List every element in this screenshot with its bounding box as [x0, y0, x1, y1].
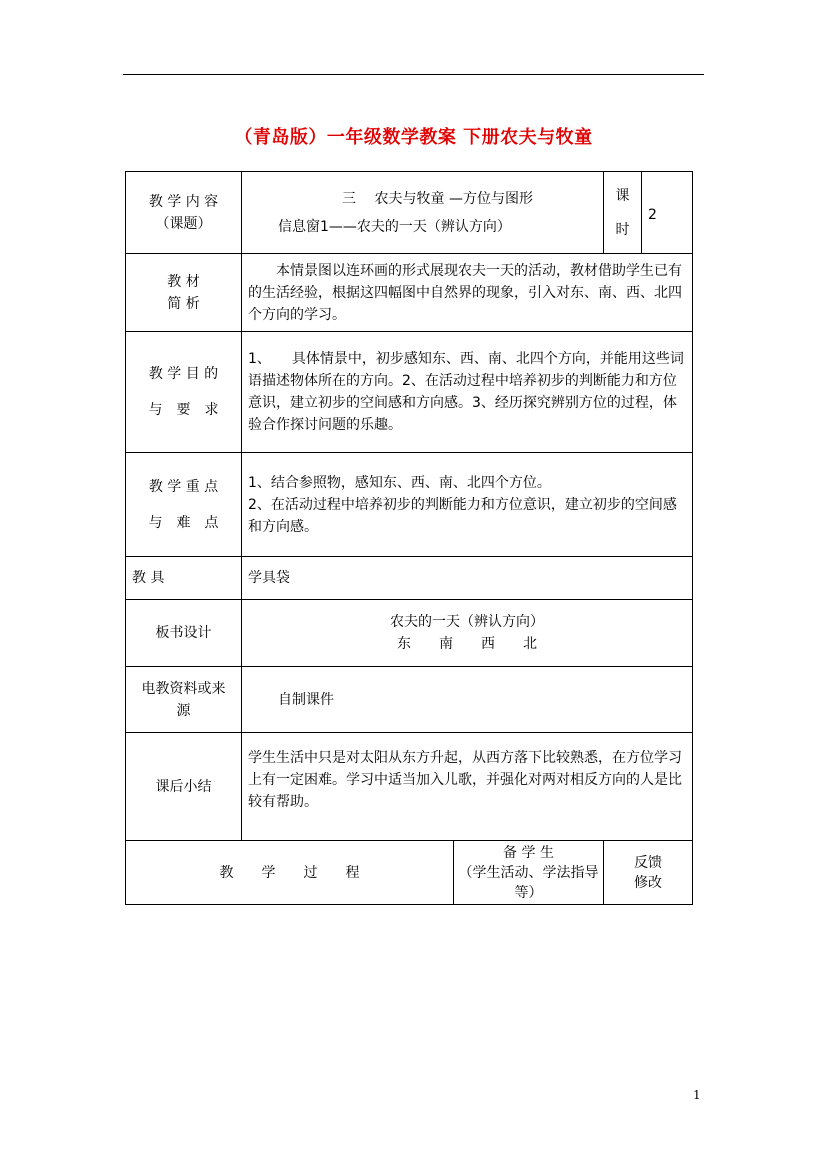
label-content — [126, 172, 242, 254]
feedback-cell — [604, 841, 693, 905]
label-goals-line1: 教 学 目 的 — [148, 366, 219, 382]
label-content-line2: （课题） — [155, 215, 212, 232]
focus-cell — [242, 453, 693, 557]
focus-line1: 1、结合参照物，感知东、西、南、北四个方位。 — [248, 474, 551, 491]
board-line2: 东 南 西 北 — [397, 636, 537, 652]
content-cell — [242, 172, 604, 254]
feedback-line2: 修改 — [634, 874, 663, 891]
focus-line2: 2、在活动过程中培养初步的判断能力和方位意识，建立初步的空间感和方向感。 — [248, 496, 677, 535]
goals-line2: 语描述物体所在的方向。2、在活动过程中培养初步的判断能力和方位意识，建立初步的空间感和方向感。3、经历探究辨别方位的过程，体验合作探讨问题的乐趣。 — [248, 373, 677, 433]
row-content — [126, 172, 693, 254]
content-line1: 三 农夫与牧童 —方位与图形 — [342, 190, 533, 207]
board-cell — [242, 600, 693, 667]
period-value: 2 — [648, 207, 657, 223]
row-focus — [126, 453, 693, 557]
tools-text: 学具袋 — [242, 557, 693, 600]
row-board — [126, 600, 693, 667]
label-media: 电教资料或来源 — [126, 667, 242, 733]
label-analysis — [126, 254, 242, 332]
feedback-line1: 反馈 — [634, 854, 663, 871]
content-line2: 信息窗1——农夫的一天（辨认方向） — [278, 218, 511, 235]
process-label: 教 学 过 程 — [126, 841, 454, 905]
label-focus-line2: 与 难 点 — [148, 514, 219, 531]
goals-cell — [242, 332, 693, 453]
header-rule — [123, 74, 704, 75]
document-title: （青岛版）一年级数学教案 下册农夫与牧童 — [234, 127, 593, 148]
period-label-1: 课 — [615, 187, 630, 204]
analysis-text: 本情景图以连环画的形式展现农夫一天的活动，教材借助学生已有的生活经验，根据这四幅图中自然界的现象，引入对东、南、西、北四个方向的学习。 — [242, 254, 693, 332]
label-tools: 教 具 — [126, 557, 242, 600]
page-number: 1 — [693, 1088, 701, 1102]
notes-line1: 备 学 生 — [503, 844, 554, 861]
goals-line1: 1、 具体情景中，初步感知东、西、南、北四个方向，并能用这些词 — [248, 351, 684, 367]
row-analysis — [126, 254, 693, 332]
label-summary: 课后小结 — [126, 733, 242, 841]
summary-text: 学生生活中只是对太阳从东方升起，从西方落下比较熟悉，在方位学习上有一定困难。学习中适当加入儿歌，并强化对两对相反方向的人是比较有帮助。 — [242, 733, 693, 841]
label-analysis-line1: 教 材 — [167, 273, 200, 290]
label-focus — [126, 453, 242, 557]
board-line1: 农夫的一天（辨认方向） — [390, 614, 544, 630]
row-process — [126, 841, 693, 905]
label-focus-line1: 教 学 重 点 — [148, 478, 219, 495]
notes-cell — [454, 841, 604, 905]
row-tools — [126, 557, 693, 600]
label-goals-line2: 与 要 求 — [148, 402, 219, 418]
notes-line2: （学生活动、学法指导等） — [458, 864, 599, 901]
lesson-plan-table — [125, 171, 693, 905]
row-media — [126, 667, 693, 733]
media-text: 自制课件 — [242, 667, 693, 733]
label-board: 板书设计 — [126, 600, 242, 667]
row-goals — [126, 332, 693, 453]
row-summary — [126, 733, 693, 841]
period-label-2: 时 — [615, 221, 630, 238]
period-label-cell — [604, 172, 642, 254]
label-goals — [126, 332, 242, 453]
label-content-line1: 教 学 内 容 — [148, 193, 219, 210]
period-value-cell — [642, 172, 693, 254]
label-analysis-line2: 简 析 — [167, 295, 200, 312]
